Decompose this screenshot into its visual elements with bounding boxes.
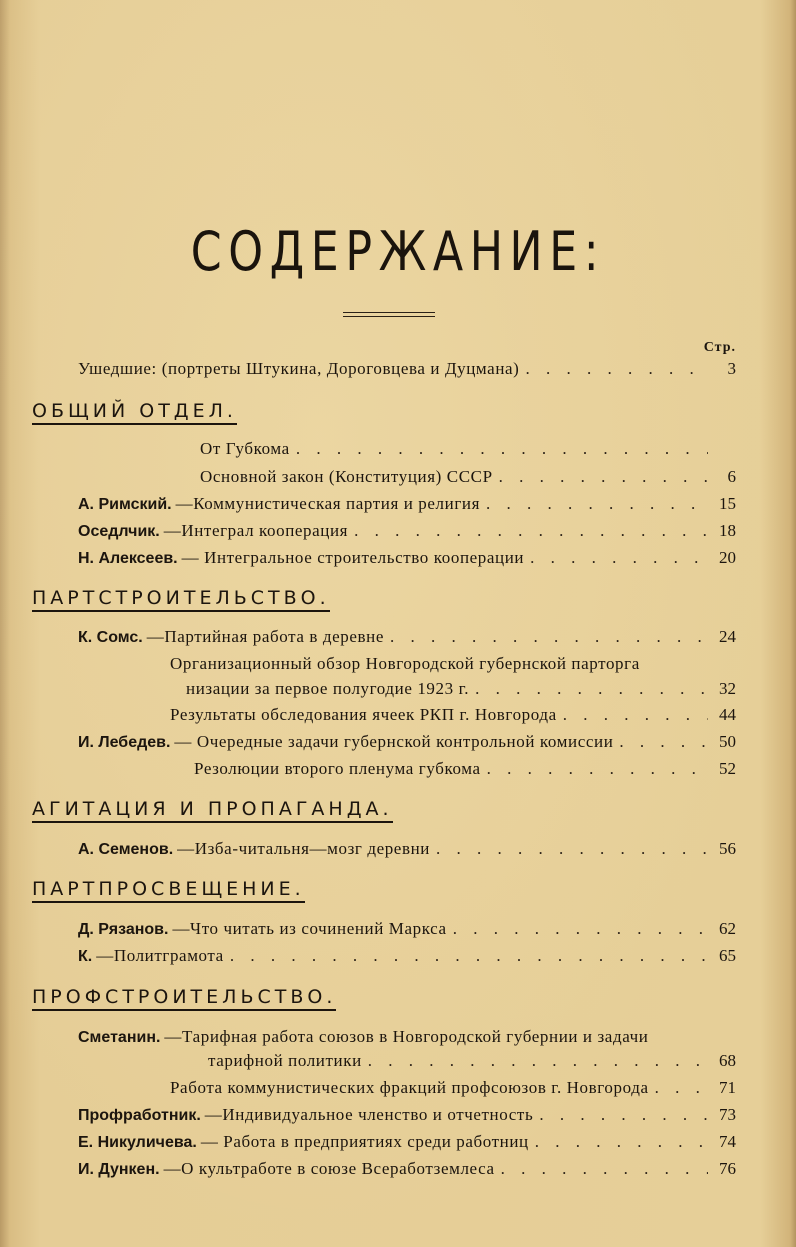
toc-entry[interactable] (78, 731, 736, 754)
dot-leader (563, 704, 708, 726)
entry-author: К. Сомс. (78, 629, 143, 646)
section-heading-agit: АГИТАЦИЯ И ПРОПАГАНДА. (32, 798, 393, 823)
toc-entry[interactable] (194, 758, 736, 780)
dot-leader (368, 1050, 708, 1072)
entry-author: А. Римский. (78, 496, 172, 513)
entry-page: 50 (719, 732, 736, 751)
dot-leader (230, 945, 708, 967)
toc-entry[interactable] (170, 1077, 736, 1099)
toc-entry[interactable] (78, 520, 736, 543)
entry-page: 15 (719, 494, 736, 513)
entry-page: 76 (719, 1159, 736, 1178)
entry-title: Работа коммунистических фракций профсоюзов г. Новгорода (170, 1078, 649, 1097)
entry-page: 18 (719, 521, 736, 540)
entry-title-cont: низации за первое полугодие 1923 г. (186, 679, 470, 698)
entry-title: —Тарифная работа союзов в Новгородской губернии и задачи (164, 1027, 649, 1046)
toc-entry-line1[interactable] (78, 1026, 700, 1049)
entry-page: 52 (719, 759, 736, 778)
entry-title-cont: тарифной политики (208, 1051, 362, 1070)
entry-page: 74 (719, 1132, 736, 1151)
toc-entry[interactable] (78, 358, 736, 380)
entry-title: —Индивидуальное членство и отчетность (204, 1105, 534, 1124)
toc-entry[interactable] (78, 838, 736, 861)
entry-author: А. Семенов. (78, 841, 174, 858)
dot-leader (535, 1131, 708, 1153)
dot-leader (499, 466, 708, 488)
toc-entry[interactable] (170, 704, 736, 726)
section-heading-edu: ПАРТПРОСВЕЩЕНИЕ. (32, 878, 305, 903)
entry-title: — Интегральное строительство кооперации (181, 548, 525, 567)
entry-page: 68 (719, 1051, 736, 1070)
entry-page: 71 (719, 1078, 736, 1097)
entry-title: —Коммунистическая партия и религия (175, 494, 481, 513)
entry-page: 44 (719, 705, 736, 724)
entry-page: 56 (719, 839, 736, 858)
entry-title: От Губкома (200, 439, 290, 458)
entry-page: 62 (719, 919, 736, 938)
pages-column-label: Стр. (703, 340, 736, 355)
dot-leader (487, 758, 708, 780)
entry-page: 73 (719, 1105, 736, 1124)
dot-leader (530, 547, 708, 569)
entry-page: 65 (719, 946, 736, 965)
toc-entry[interactable] (78, 945, 736, 968)
entry-title: —Что читать из сочинений Маркса (172, 919, 447, 938)
toc-entry-line1[interactable]: Организационный обзор Новгородской губернской парторга (170, 654, 640, 673)
toc-entry[interactable] (78, 1158, 736, 1181)
dot-leader (390, 626, 708, 648)
dot-leader (436, 838, 708, 860)
dot-leader (475, 678, 708, 700)
toc-entry[interactable] (186, 678, 736, 700)
entry-title: Результаты обследования ячеек РКП г. Новгорода (170, 705, 557, 724)
dot-leader (525, 358, 708, 380)
toc-entry[interactable] (78, 1104, 736, 1127)
dot-leader (486, 493, 708, 515)
entry-title: —Изба-читальня—мозг деревни (177, 839, 430, 858)
section-heading-union: ПРОФСТРОИТЕЛЬСТВО. (32, 986, 336, 1011)
entry-title: —Интеграл кооперация (163, 521, 349, 540)
toc-entry[interactable] (78, 626, 736, 649)
entry-title: Основной закон (Конституция) СССР (200, 467, 493, 486)
entry-author: Н. Алексеев. (78, 550, 178, 567)
dot-leader (354, 520, 708, 542)
title-divider (343, 312, 435, 313)
dot-leader (501, 1158, 708, 1180)
page-title: СОДЕРЖАНИЕ: (190, 220, 606, 283)
entry-author: К. (78, 948, 93, 965)
entry-page: 3 (727, 359, 736, 378)
entry-author: Сметанин. (78, 1029, 161, 1046)
entry-title: — Работа в предприятиях среди работниц (200, 1132, 529, 1151)
entry-title: —О культработе в союзе Всеработземлеса (163, 1159, 495, 1178)
toc-entry[interactable] (78, 547, 736, 570)
entry-author: Е. Никуличева. (78, 1134, 197, 1151)
title-divider (343, 316, 435, 317)
dot-leader (453, 918, 708, 940)
entry-title: Ушедшие: (портреты Штукина, Дороговцева и Дуцмана) (78, 359, 520, 378)
entry-page: 6 (727, 467, 736, 486)
toc-entry[interactable] (78, 1131, 736, 1154)
entry-author: И. Дункен. (78, 1161, 160, 1178)
entry-title: —Партийная работа в деревне (146, 627, 384, 646)
toc-entry[interactable] (200, 438, 736, 460)
entry-page: 20 (719, 548, 736, 567)
entry-title: — Очередные задачи губернской контрольной комиссии (174, 732, 614, 751)
dot-leader (539, 1104, 708, 1126)
section-heading-party: ПАРТСТРОИТЕЛЬСТВО. (32, 587, 330, 612)
entry-author: Д. Рязанов. (78, 921, 169, 938)
dot-leader (655, 1077, 708, 1099)
section-heading-general: ОБЩИЙ ОТДЕЛ. (32, 400, 237, 425)
toc-entry[interactable] (200, 466, 736, 488)
toc-entry[interactable] (78, 918, 736, 941)
entry-page: 24 (719, 627, 736, 646)
entry-page: 32 (719, 679, 736, 698)
entry-author: Оседлчик. (78, 523, 160, 540)
entry-title: —Политграмота (96, 946, 224, 965)
toc-entry[interactable] (208, 1050, 736, 1072)
entry-title: Резолюции второго пленума губкома (194, 759, 481, 778)
dot-leader (296, 438, 708, 460)
dot-leader (619, 731, 708, 753)
toc-entry[interactable] (78, 493, 736, 516)
entry-author: Профработник. (78, 1107, 201, 1124)
entry-author: И. Лебедев. (78, 734, 171, 751)
